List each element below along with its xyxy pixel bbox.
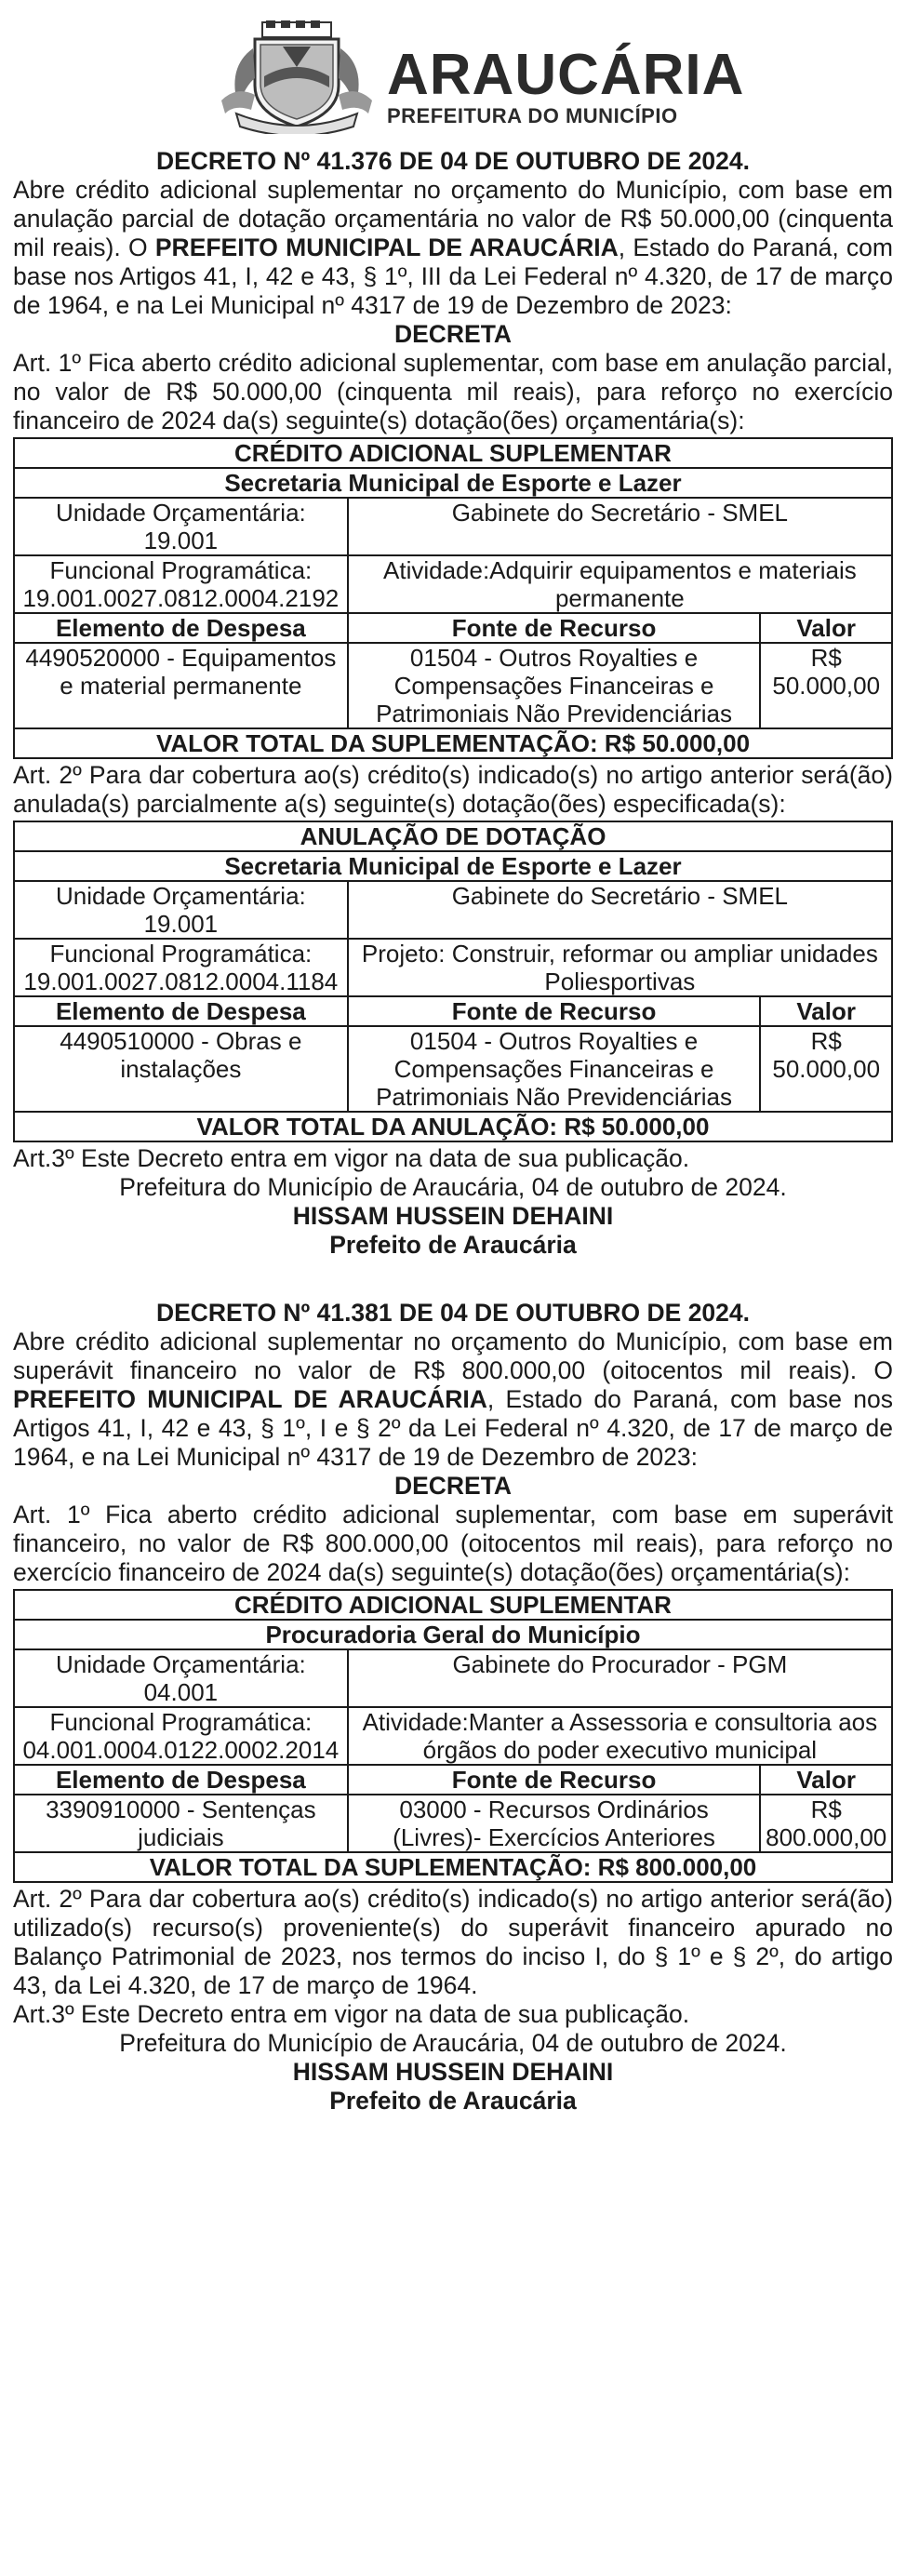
credit-table <box>13 437 893 759</box>
table-secretaria: Procuradoria Geral do Município <box>14 1620 892 1649</box>
signer-name: HISSAM HUSSEIN DEHAINI <box>292 2058 614 2086</box>
cell-fonte: 03000 - Recursos Ordinários (Livres)- Exercícios Anteriores <box>348 1795 761 1852</box>
col-elemento: Elemento de Despesa <box>14 1765 348 1795</box>
table-total: VALOR TOTAL DA SUPLEMENTAÇÃO: R$ 800.000,00 <box>14 1852 892 1882</box>
article-2: Art. 2º Para dar cobertura ao(s) crédito(s) indicado(s) no artigo anterior será(ão) utilizado(s) recurso(s) proveniente(s) do superávit financeiro apurado no Balanço Patrimonial de 2023, nos termos do inciso I, do § 1º e § 2º, do artigo 43, da Lei 4.320, de 17 de março de 1964. <box>13 1885 893 1999</box>
cell-fonte: 01504 - Outros Royalties e Compensações Financeiras e Patrimoniais Não Previdenciárias <box>348 643 761 728</box>
cell-valor: R$ 800.000,00 <box>760 1795 892 1852</box>
header <box>13 7 893 147</box>
brand <box>387 43 745 128</box>
table-heading: CRÉDITO ADICIONAL SUPLEMENTAR <box>14 438 892 468</box>
annulment-table <box>13 821 893 1142</box>
article-1: Art. 1º Fica aberto crédito adicional suplementar, com base em anulação parcial, no valor de R$ 50.000,00 (cinquenta mil reais), para reforço no exercício financeiro de 2024 da(s) seguinte(s) dotação(ões) orçamentária(s): <box>13 349 893 434</box>
intro-authority: PREFEITO MUNICIPAL DE ARAUCÁRIA <box>154 234 619 261</box>
table-heading: CRÉDITO ADICIONAL SUPLEMENTAR <box>14 1590 892 1620</box>
decree-intro <box>13 1328 893 1472</box>
col-valor: Valor <box>760 613 892 643</box>
unidade-label: Unidade Orçamentária: 04.001 <box>14 1649 348 1707</box>
table-total: VALOR TOTAL DA SUPLEMENTAÇÃO: R$ 50.000,00 <box>14 728 892 758</box>
decreta-heading: DECRETA <box>393 1472 513 1500</box>
brand-subtitle: PREFEITURA DO MUNICÍPIO <box>387 104 678 127</box>
intro-text-cont: , Estado do Paraná, com base nos Artigos 41, I, 42 e 43, § 1º, III da Lei Federal nº 4.320, de 17 de março de 1964, e na Lei Municipal nº 4317 de 19 de Dezembro de 2023: <box>13 234 893 319</box>
article-2: Art. 2º Para dar cobertura ao(s) crédito(s) indicado(s) no artigo anterior será(ão) anulada(s) parcialmente a(s) seguinte(s) dotação(ões) especificada(s): <box>13 761 893 818</box>
funcional-label: Funcional Programática: 04.001.0004.0122.0002.2014 <box>14 1707 348 1765</box>
intro-text-cont: , Estado do Paraná, com base nos Artigos 41, I, 42 e 43, § 1º, I e § 2º da Lei Federal nº 4.320, de 17 de março de 1964, e na Lei Municipal nº 4317 de 19 de Dezembro de 2023: <box>13 1385 893 1471</box>
table-heading: ANULAÇÃO DE DOTAÇÃO <box>14 821 892 851</box>
coat-of-arms-icon <box>218 20 376 134</box>
unidade-value: Gabinete do Secretário - SMEL <box>348 881 892 939</box>
col-fonte: Fonte de Recurso <box>348 996 761 1026</box>
funcional-value: Atividade:Manter a Assessoria e consultoria aos órgãos do poder executivo municipal <box>348 1707 892 1765</box>
decree-title: DECRETO Nº 41.376 DE 04 DE OUTUBRO DE 2024. <box>155 147 751 175</box>
decree-intro <box>13 176 893 320</box>
decree-41381 <box>13 1299 893 2116</box>
article-3: Art.3º Este Decreto entra em vigor na data de sua publicação. <box>13 2000 690 2028</box>
cell-elemento: 4490510000 - Obras e instalações <box>14 1026 348 1112</box>
funcional-label: Funcional Programática: 19.001.0027.0812.0004.1184 <box>14 939 348 996</box>
article-1: Art. 1º Fica aberto crédito adicional suplementar, com base em superávit financeiro, no valor de R$ 800.000,00 (oitocentos mil reais), para reforço no exercício financeiro de 2024 da(s) seguinte(s) dotação(ões) orçamentária(s): <box>13 1501 893 1586</box>
intro-text: Abre crédito adicional suplementar no orçamento do Município, com base em anulação parcial de dotação orçamentária no valor de R$ 50.000,00 (cinquenta mil reais). O <box>13 176 893 261</box>
place-date: Prefeitura do Município de Araucária, 04 de outubro de 2024. <box>119 1173 787 1201</box>
table-secretaria: Secretaria Municipal de Esporte e Lazer <box>14 851 892 881</box>
col-fonte: Fonte de Recurso <box>348 1765 761 1795</box>
intro-text: Abre crédito adicional suplementar no orçamento do Município, com base em superávit financeiro no valor de R$ 800.000,00 (oitocentos mil reais). O <box>13 1328 893 1384</box>
unidade-label: Unidade Orçamentária: 19.001 <box>14 881 348 939</box>
unidade-value: Gabinete do Secretário - SMEL <box>348 498 892 555</box>
cell-valor: R$ 50.000,00 <box>760 1026 892 1112</box>
table-total: VALOR TOTAL DA ANULAÇÃO: R$ 50.000,00 <box>14 1112 892 1141</box>
cell-elemento: 4490520000 - Equipamentos e material permanente <box>14 643 348 728</box>
decree-title: DECRETO Nº 41.381 DE 04 DE OUTUBRO DE 2024. <box>155 1299 751 1327</box>
signer-role: Prefeito de Araucária <box>329 2087 577 2115</box>
col-fonte: Fonte de Recurso <box>348 613 761 643</box>
table-secretaria: Secretaria Municipal de Esporte e Lazer <box>14 468 892 498</box>
unidade-label: Unidade Orçamentária: 19.001 <box>14 498 348 555</box>
signer-name: HISSAM HUSSEIN DEHAINI <box>292 1202 614 1230</box>
funcional-label: Funcional Programática: 19.001.0027.0812.0004.2192 <box>14 555 348 613</box>
decree-41376 <box>13 147 893 1260</box>
col-valor: Valor <box>760 996 892 1026</box>
unidade-value: Gabinete do Procurador - PGM <box>348 1649 892 1707</box>
cell-valor: R$ 50.000,00 <box>760 643 892 728</box>
col-elemento: Elemento de Despesa <box>14 613 348 643</box>
col-elemento: Elemento de Despesa <box>14 996 348 1026</box>
decreta-heading: DECRETA <box>393 320 513 348</box>
place-date: Prefeitura do Município de Araucária, 04 de outubro de 2024. <box>119 2029 787 2057</box>
col-valor: Valor <box>760 1765 892 1795</box>
article-3: Art.3º Este Decreto entra em vigor na data de sua publicação. <box>13 1144 690 1172</box>
funcional-value: Projeto: Construir, reformar ou ampliar unidades Poliesportivas <box>348 939 892 996</box>
credit-table <box>13 1589 893 1883</box>
intro-authority: PREFEITO MUNICIPAL DE ARAUCÁRIA <box>13 1385 487 1413</box>
cell-fonte: 01504 - Outros Royalties e Compensações Financeiras e Patrimoniais Não Previdenciárias <box>348 1026 761 1112</box>
funcional-value: Atividade:Adquirir equipamentos e materiais permanente <box>348 555 892 613</box>
signer-role: Prefeito de Araucária <box>329 1231 577 1259</box>
spacer <box>13 1260 893 1299</box>
brand-name: ARAUCÁRIA <box>387 43 745 107</box>
cell-elemento: 3390910000 - Sentenças judiciais <box>14 1795 348 1852</box>
